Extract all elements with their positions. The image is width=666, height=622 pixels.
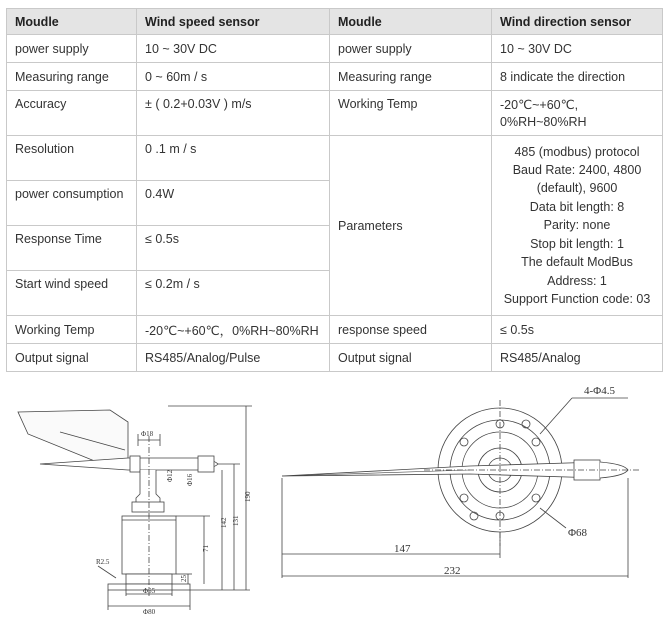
param-line: Address: 1: [547, 273, 607, 288]
dim-label-232: 232: [444, 565, 461, 577]
cell-value: 10 ~ 30V DC: [492, 35, 663, 63]
param-line: Support Function code: 03: [503, 291, 651, 306]
table-row: [7, 35, 663, 63]
header-module-2: Moudle: [330, 9, 492, 35]
cell-value: 0 ~ 60m / s: [137, 63, 330, 91]
cell-value: [492, 91, 663, 136]
param-line: Parity: none: [543, 218, 611, 233]
dim-label: Φ18: [141, 430, 154, 438]
cell-value: 0 .1 m / s: [137, 136, 330, 181]
param-line: Data bit length: 8: [529, 199, 625, 214]
table-row: [7, 344, 663, 372]
cell-label: Output signal: [7, 344, 137, 372]
cell-label: Working Temp: [7, 316, 137, 344]
header-wind-direction-sensor: Wind direction sensor: [492, 9, 663, 35]
cell-label: Measuring range: [7, 63, 137, 91]
param-line: (default), 9600: [536, 181, 618, 196]
cell-label: Working Temp: [330, 91, 492, 136]
dim-label-147: 147: [394, 543, 411, 555]
table-header-row: [7, 9, 663, 35]
header-wind-speed-sensor: Wind speed sensor: [137, 9, 330, 35]
cell-label: Measuring range: [330, 63, 492, 91]
dim-label: 131: [232, 515, 240, 526]
dim-label-holes: 4-Φ4.5: [584, 385, 615, 397]
dim-label: 71: [202, 545, 210, 552]
technical-drawings: [0, 378, 666, 622]
working-temp-range: -20℃~+60℃,: [500, 98, 579, 112]
cell-value: -20℃~+60℃，0%RH~80%RH: [137, 316, 330, 344]
cell-value: 8 indicate the direction: [492, 63, 663, 91]
param-line: The default ModBus: [521, 255, 633, 270]
dim-label: Φ55: [143, 587, 156, 595]
dim-label: Φ80: [143, 608, 156, 616]
cell-label: power supply: [330, 35, 492, 63]
table-row: [7, 136, 663, 181]
dim-label-d68: Φ68: [568, 527, 588, 539]
cell-value: ≤ 0.5s: [137, 226, 330, 271]
cell-label-parameters: Parameters: [330, 136, 492, 316]
dim-label: 142: [220, 517, 228, 528]
cell-value: ± ( 0.2+0.03V ) m/s: [137, 91, 330, 136]
working-humidity-range: 0%RH~80%RH: [500, 115, 587, 129]
table-row: [7, 63, 663, 91]
param-line: Baud Rate: 2400, 4800: [512, 163, 642, 178]
dim-label: R2.5: [96, 558, 110, 566]
table-row: [7, 316, 663, 344]
wind-speed-sensor-drawing: [18, 406, 252, 610]
cell-label: response speed: [330, 316, 492, 344]
cell-value: RS485/Analog: [492, 344, 663, 372]
cell-label: Output signal: [330, 344, 492, 372]
param-line: 485 (modbus) protocol: [514, 144, 640, 159]
cell-label: power supply: [7, 35, 137, 63]
cell-value: RS485/Analog/Pulse: [137, 344, 330, 372]
cell-label: Response Time: [7, 226, 137, 271]
spec-table: [6, 8, 663, 372]
table-row: [7, 91, 663, 136]
cell-label: Accuracy: [7, 91, 137, 136]
wind-direction-sensor-drawing: [282, 398, 640, 578]
dim-label: 25: [180, 575, 188, 582]
cell-label: power consumption: [7, 181, 137, 226]
dim-label: Φ12: [166, 469, 174, 482]
cell-label: Start wind speed: [7, 271, 137, 316]
cell-parameters-list: [492, 136, 663, 316]
cell-value: 0.4W: [137, 181, 330, 226]
param-line: Stop bit length: 1: [530, 236, 624, 251]
header-module-1: Moudle: [7, 9, 137, 35]
cell-label: Resolution: [7, 136, 137, 181]
cell-value: ≤ 0.5s: [492, 316, 663, 344]
cell-value: ≤ 0.2m / s: [137, 271, 330, 316]
dim-label: Φ16: [186, 473, 194, 486]
cell-value: 10 ~ 30V DC: [137, 35, 330, 63]
dim-label: 190: [244, 491, 252, 502]
